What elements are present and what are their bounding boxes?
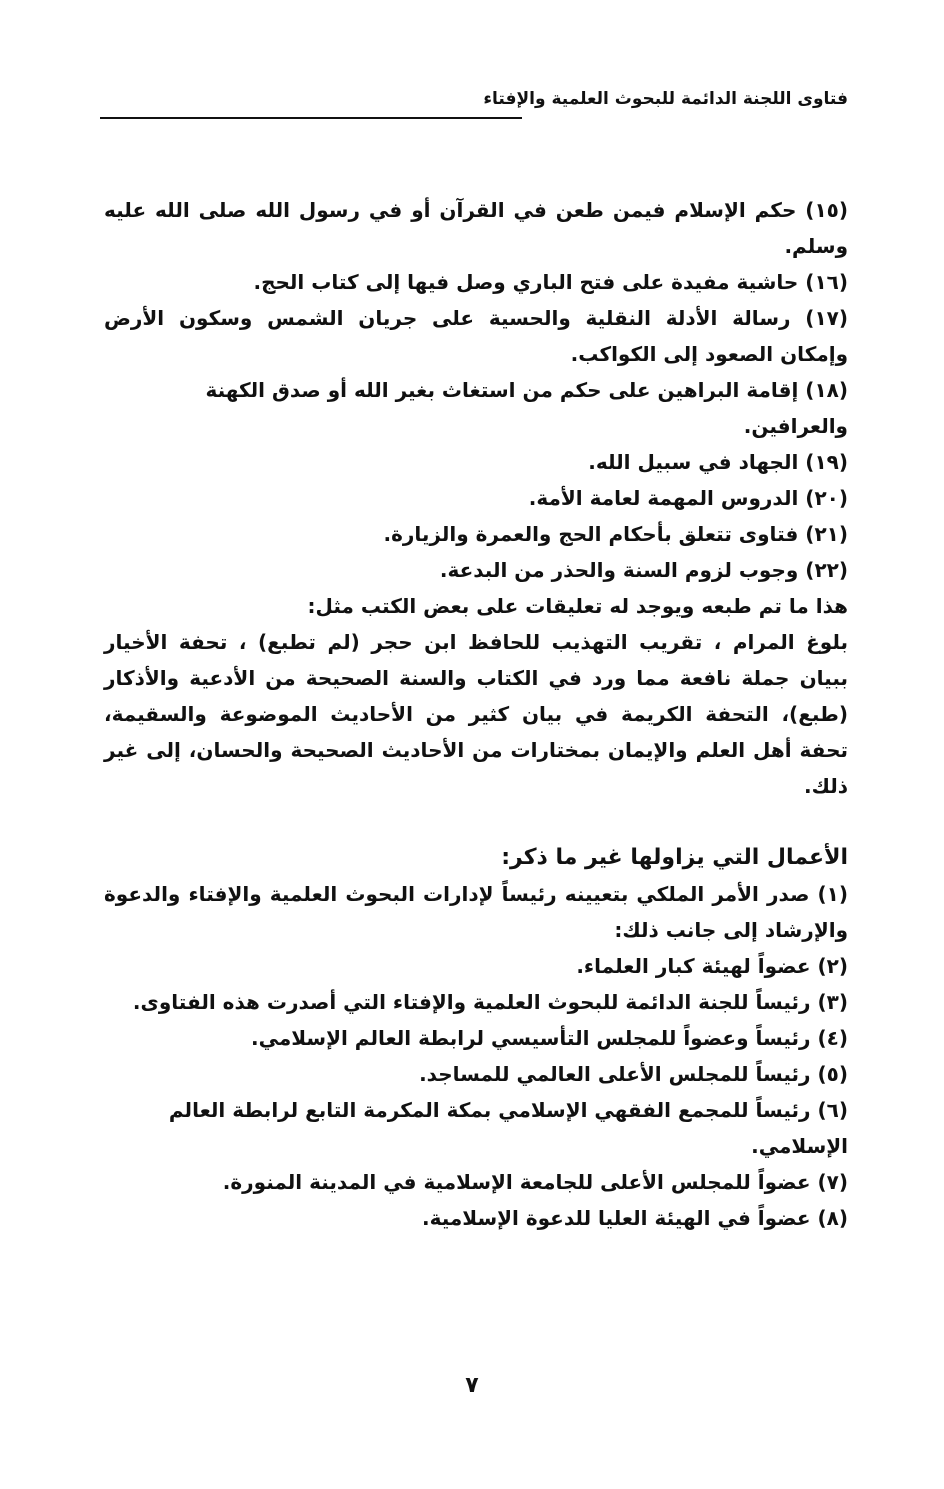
works-item: (٢١) فتاوى تتعلق بأحكام الحج والعمرة والزيارة.	[383, 522, 848, 546]
position-item: (١) صدر الأمر الملكي بتعيينه رئيساً لإدارات البحوث العلمية والإفتاء والدعوة والإرشاد إلى جانب ذلك:	[104, 882, 848, 942]
position-item: (٤) رئيساً وعضواً للمجلس التأسيسي لرابطة العالم الإسلامي.	[251, 1026, 848, 1050]
position-item: (٣) رئيساً للجنة الدائمة للبحوث العلمية والإفتاء التي أصدرت هذه الفتاوى.	[132, 990, 848, 1014]
works-item: (١٥) حكم الإسلام فيمن طعن في القرآن أو في رسول الله صلى الله عليه وسلم.	[104, 198, 848, 258]
positions-title: الأعمال التي يزاولها غير ما ذكر:	[501, 845, 848, 870]
position-item: (٦) رئيساً للمجمع الفقهي الإسلامي بمكة المكرمة التابع لرابطة العالم الإسلامي.	[168, 1098, 848, 1158]
commentary-intro: هذا ما تم طبعه ويوجد له تعليقات على بعض الكتب مثل:	[307, 594, 848, 618]
works-item: (٢٠) الدروس المهمة لعامة الأمة.	[528, 486, 848, 510]
position-item: (٢) عضواً لهيئة كبار العلماء.	[576, 954, 848, 978]
position-item: (٨) عضواً في الهيئة العليا للدعوة الإسلامية.	[422, 1206, 848, 1230]
section-gap	[104, 804, 848, 840]
position-item: (٥) رئيساً للمجلس الأعلى العالمي للمساجد.	[419, 1062, 848, 1086]
commentary-text: بلوغ المرام ، تقريب التهذيب للحافظ ابن حجر (لم تطبع) ، تحفة الأخيار ببيان جملة نافعة مما ورد في الكتاب والسنة الصحيحة من الأدعية والأذكار (طبع)، التحفة الكريمة في بيان كثير من الأحاديث الموضوعة والسقيمة، تحفة أهل العلم والإيمان بمختارات من الأحاديث الصحيحة والحسان، إلى غير ذلك.	[104, 630, 848, 798]
works-item: (١٩) الجهاد في سبيل الله.	[588, 450, 848, 474]
position-item: (٧) عضواً للمجلس الأعلى للجامعة الإسلامية في المدينة المنورة.	[222, 1170, 848, 1194]
page-number: ٧	[465, 1373, 479, 1398]
header-rule	[100, 117, 522, 119]
works-item: (٢٢) وجوب لزوم السنة والحذر من البدعة.	[439, 558, 848, 582]
works-item: (١٨) إقامة البراهين على حكم من استغاث بغير الله أو صدق الكهنة والعرافين.	[205, 378, 848, 438]
works-item: (١٧) رسالة الأدلة النقلية والحسية على جريان الشمس وسكون الأرض وإمكان الصعود إلى الكواكب.	[104, 306, 848, 366]
page-body	[104, 192, 848, 1236]
works-item: (١٦) حاشية مفيدة على فتح الباري وصل فيها إلى كتاب الحج.	[253, 270, 848, 294]
running-header: فتاوى اللجنة الدائمة للبحوث العلمية والإفتاء	[483, 89, 848, 109]
